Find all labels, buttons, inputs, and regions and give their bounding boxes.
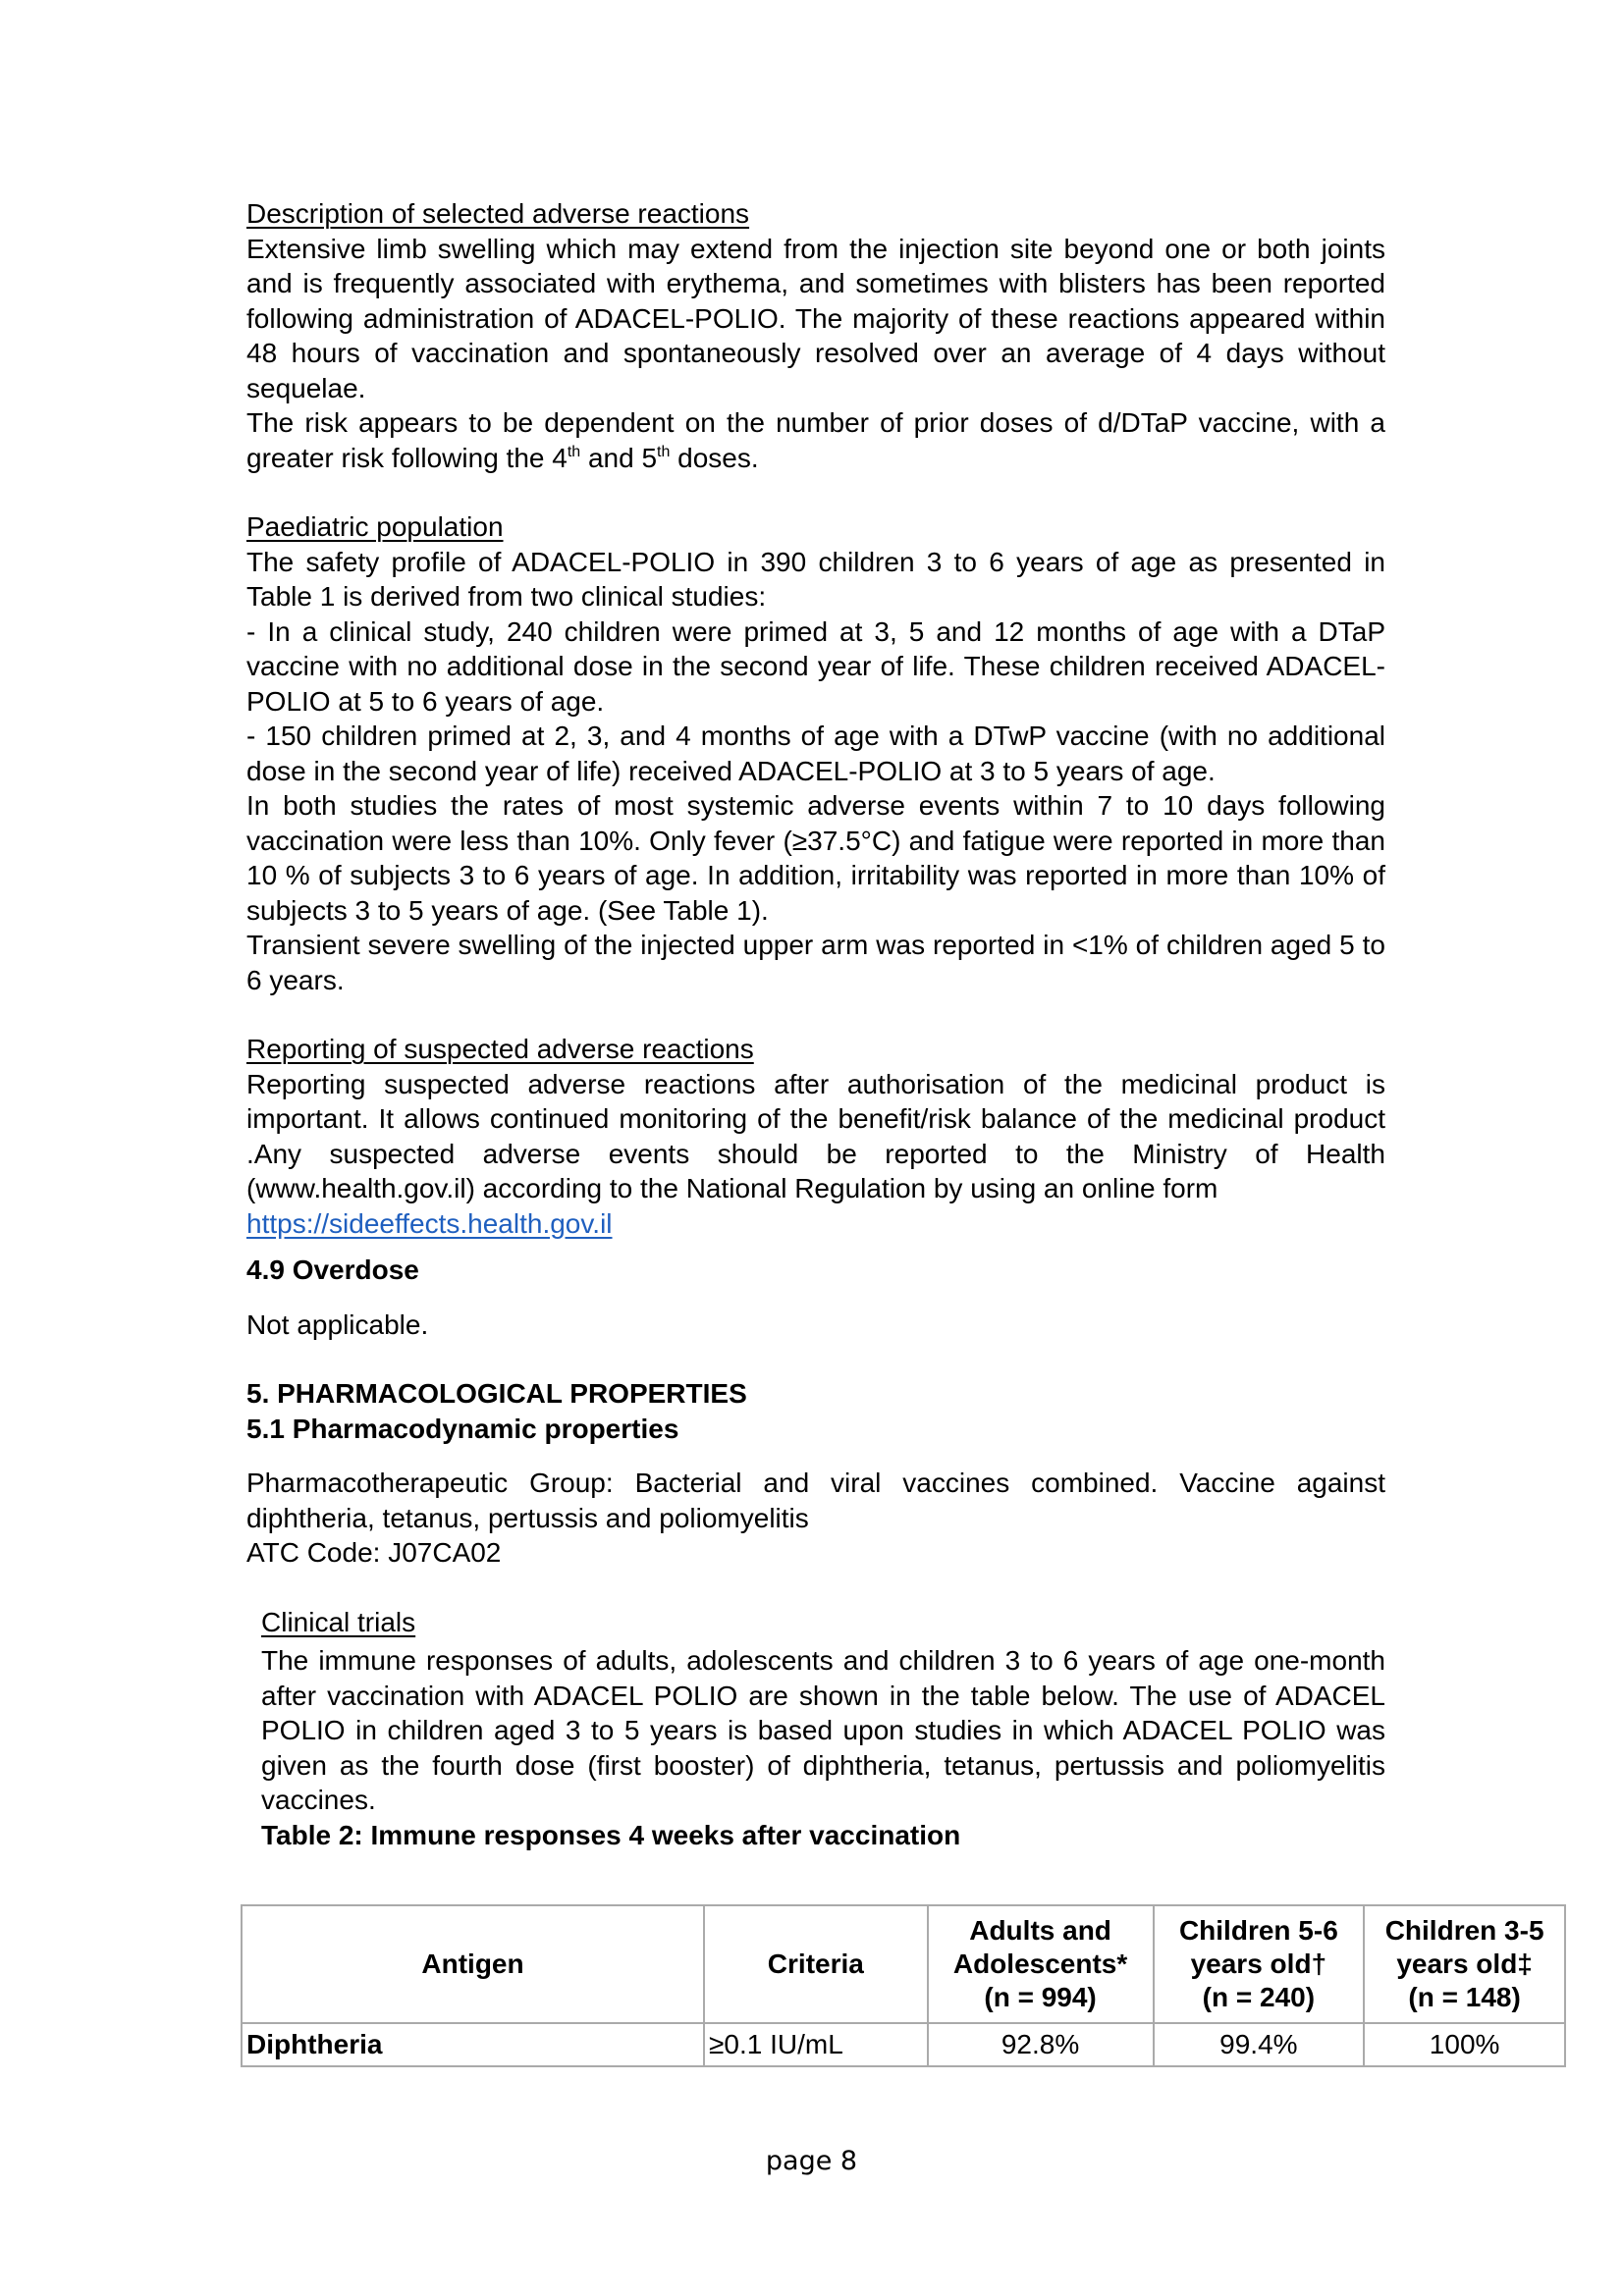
paediatric-paragraph-5: Transient severe swelling of the injected upper arm was reported in <1% of children aged 5 to 6 years. <box>246 930 1385 995</box>
cell-children-5-6: 99.4% <box>1154 2023 1365 2066</box>
header-children-5-6-line-1: Children 5-6 <box>1178 1915 1338 1946</box>
adverse-paragraph-2-end: doses. <box>670 442 759 473</box>
paediatric-paragraph-2: - In a clinical study, 240 children were primed at 3, 5 and 12 months of age with a DTaP vaccine with no additional dose in the second year of life. These children received ADACEL-POLIO at 5 to 6 years of age. <box>246 615 1385 717</box>
paediatric-paragraph-4: In both studies the rates of most systemic adverse events within 7 to 10 days following vaccination were less than 10%. Only fever (≥37.5°C) and fatigue were reported in more than 10 % of subjects 3 to 6 years of age. In addition, irritability was reported in more than 10% of subjects 3 to 5 years of age. (See Table 1). <box>246 790 1385 926</box>
pharmacodynamic-heading: 5.1 Pharmacodynamic properties <box>246 1413 679 1444</box>
overdose-heading: 4.9 Overdose <box>246 1255 419 1285</box>
adverse-heading: Description of selected adverse reactions <box>246 198 750 229</box>
header-children-3-5-line-3: (n = 148) <box>1408 1982 1521 2012</box>
cell-adults: 92.8% <box>928 2023 1154 2066</box>
cell-children-3-5: 100% <box>1364 2023 1565 2066</box>
header-adults-line-3: (n = 994) <box>984 1982 1097 2012</box>
immune-response-table <box>241 1904 1566 2067</box>
table-title: Table 2: Immune responses 4 weeks after vaccination <box>261 1819 961 1850</box>
table-header-row <box>242 1905 1565 2023</box>
reporting-paragraph: Reporting suspected adverse reactions after authorisation of the medicinal product is important. It allows continued monitoring of the benefit/risk balance of the medicinal product .Any suspected adverse events should be reported to the Ministry of Health (www.health.gov.il) according to the National Regulation by using an online form <box>246 1068 1385 1203</box>
pharmacotherapeutic-group: Pharmacotherapeutic Group: Bacterial and viral vaccines combined. Vaccine against diphtheria, tetanus, pertussis and poliomyelitis <box>246 1468 1385 1533</box>
header-children-3-5-line-2: years old‡ <box>1396 1949 1533 1979</box>
overdose-text: Not applicable. <box>246 1308 429 1340</box>
pharmacological-heading: 5. PHARMACOLOGICAL PROPERTIES <box>246 1378 747 1409</box>
header-children-3-5 <box>1364 1905 1565 2023</box>
header-criteria: Criteria <box>704 1905 928 2023</box>
sideeffects-link[interactable]: https://sideeffects.health.gov.il <box>246 1207 613 1239</box>
page-number: page 8 <box>765 2146 858 2176</box>
adverse-paragraph-1: Extensive limb swelling which may extend from the injection site beyond one or both joints and is frequently associated with erythema, and sometimes with blisters has been reported following administration of ADACEL-POLIO. The majority of these reactions appeared within 48 hours of vaccination and spontaneously resolved over an average of 4 days without sequelae. <box>246 233 1385 403</box>
adverse-paragraph-2-start: The risk appears to be dependent on the number of prior doses of d/DTaP vaccine, with a greater risk following the 4 <box>246 407 1385 473</box>
paediatric-paragraph-3: - 150 children primed at 2, 3, and 4 months of age with a DTwP vaccine (with no additional dose in the second year of life) received ADACEL-POLIO at 3 to 5 years of age. <box>246 721 1385 786</box>
adverse-paragraph-2-mid: and 5 <box>580 442 658 473</box>
header-children-5-6-line-2: years old† <box>1190 1949 1327 1979</box>
header-adults <box>928 1905 1154 2023</box>
clinical-trials-paragraph: The immune responses of adults, adolescents and children 3 to 6 years of age one-month after vaccination with ADACEL POLIO are shown in the table below. The use of ADACEL POLIO in children aged 3 to 5 years is based upon studies in which ADACEL POLIO was given as the fourth dose (first booster) of diphtheria, tetanus, pertussis and poliomyelitis vaccines. <box>261 1645 1385 1815</box>
header-antigen: Antigen <box>242 1905 704 2023</box>
atc-code: ATC Code: J07CA02 <box>246 1537 502 1568</box>
superscript-th-2: th <box>657 443 671 460</box>
paediatric-paragraph-1: The safety profile of ADACEL-POLIO in 390 children 3 to 6 years of age as presented in Table 1 is derived from two clinical studies: <box>246 546 1385 612</box>
superscript-th-1: th <box>567 443 581 460</box>
document-body <box>246 196 1385 1852</box>
header-children-5-6-line-3: (n = 240) <box>1202 1982 1316 2012</box>
table-row <box>242 2023 1565 2066</box>
clinical-trials-heading: Clinical trials <box>261 1606 416 1637</box>
header-children-5-6 <box>1154 1905 1365 2023</box>
header-adults-line-2: Adolescents* <box>952 1949 1128 1979</box>
adverse-paragraph-2 <box>246 405 1385 475</box>
clinical-trials-section <box>246 1605 1385 1853</box>
reporting-heading: Reporting of suspected adverse reactions <box>246 1034 754 1064</box>
cell-antigen: Diphtheria <box>242 2023 704 2066</box>
header-adults-line-1: Adults and <box>969 1915 1111 1946</box>
paediatric-heading: Paediatric population <box>246 511 504 542</box>
header-children-3-5-line-1: Children 3-5 <box>1384 1915 1544 1946</box>
cell-criteria: ≥0.1 IU/mL <box>704 2023 928 2066</box>
